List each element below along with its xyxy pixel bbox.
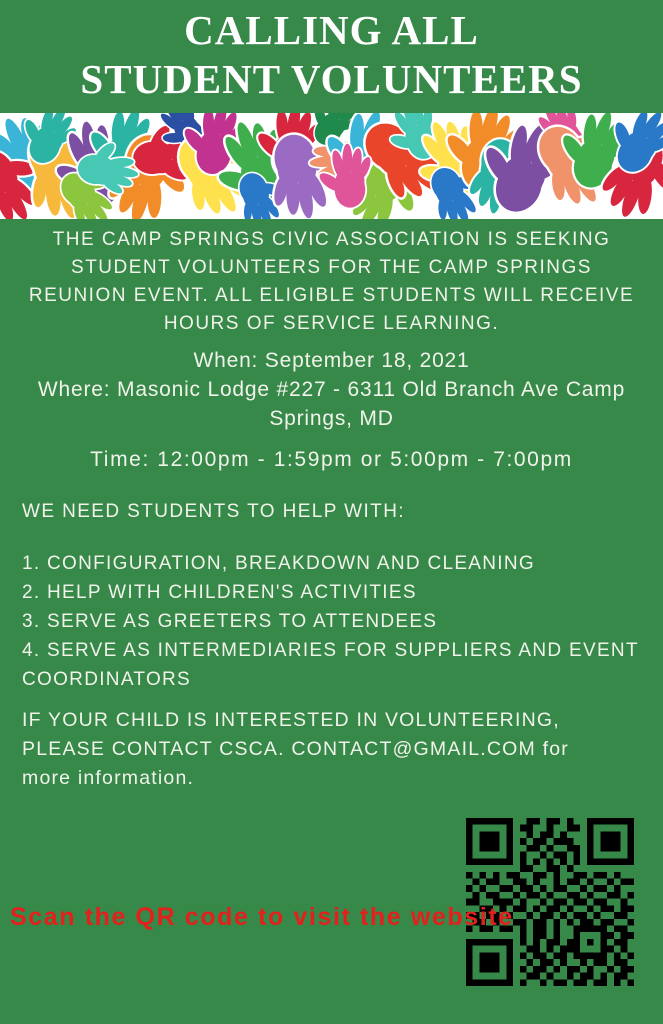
scan-qr-caption: Scan the QR code to visit the website — [10, 903, 514, 931]
contact-paragraph: IF YOUR CHILD IS INTERESTED IN VOLUNTEERING, PLEASE CONTACT CSCA. CONTACT@GMAIL.COM for more information. — [22, 709, 569, 789]
help-item-3: 3. SERVE AS GREETERS TO ATTENDEES — [22, 611, 438, 632]
event-details — [32, 346, 632, 433]
where-line: Where: Masonic Lodge #227 - 6311 Old Branch Ave Camp Springs, MD — [37, 378, 626, 430]
help-heading: WE NEED STUDENTS TO HELP WITH: — [22, 501, 405, 522]
help-list — [22, 549, 642, 694]
title-line-1: CALLING ALL — [184, 7, 479, 53]
when-line: When: September 18, 2021 — [193, 349, 470, 372]
help-item-1: 1. CONFIGURATION, BREAKDOWN AND CLEANING — [22, 553, 535, 574]
title-line-2: STUDENT VOLUNTEERS — [80, 56, 583, 102]
handprints-banner-image — [0, 113, 663, 219]
time-line: Time: 12:00pm - 1:59pm or 5:00pm - 7:00pm — [90, 448, 573, 471]
qr-code-icon — [466, 818, 634, 986]
page-title — [0, 6, 663, 104]
handprints-collage-icon — [0, 113, 663, 219]
qr-code — [466, 818, 634, 986]
intro-paragraph: THE CAMP SPRINGS CIVIC ASSOCIATION IS SEEKING STUDENT VOLUNTEERS FOR THE CAMP SPRINGS REUNION EVENT. ALL ELIGIBLE STUDENTS WILL RECEIVE HOURS OF SERVICE LEARNING. — [28, 229, 635, 334]
help-item-2: 2. HELP WITH CHILDREN'S ACTIVITIES — [22, 582, 417, 603]
help-item-4: 4. SERVE AS INTERMEDIARIES FOR SUPPLIERS AND EVENT COORDINATORS — [22, 640, 639, 690]
